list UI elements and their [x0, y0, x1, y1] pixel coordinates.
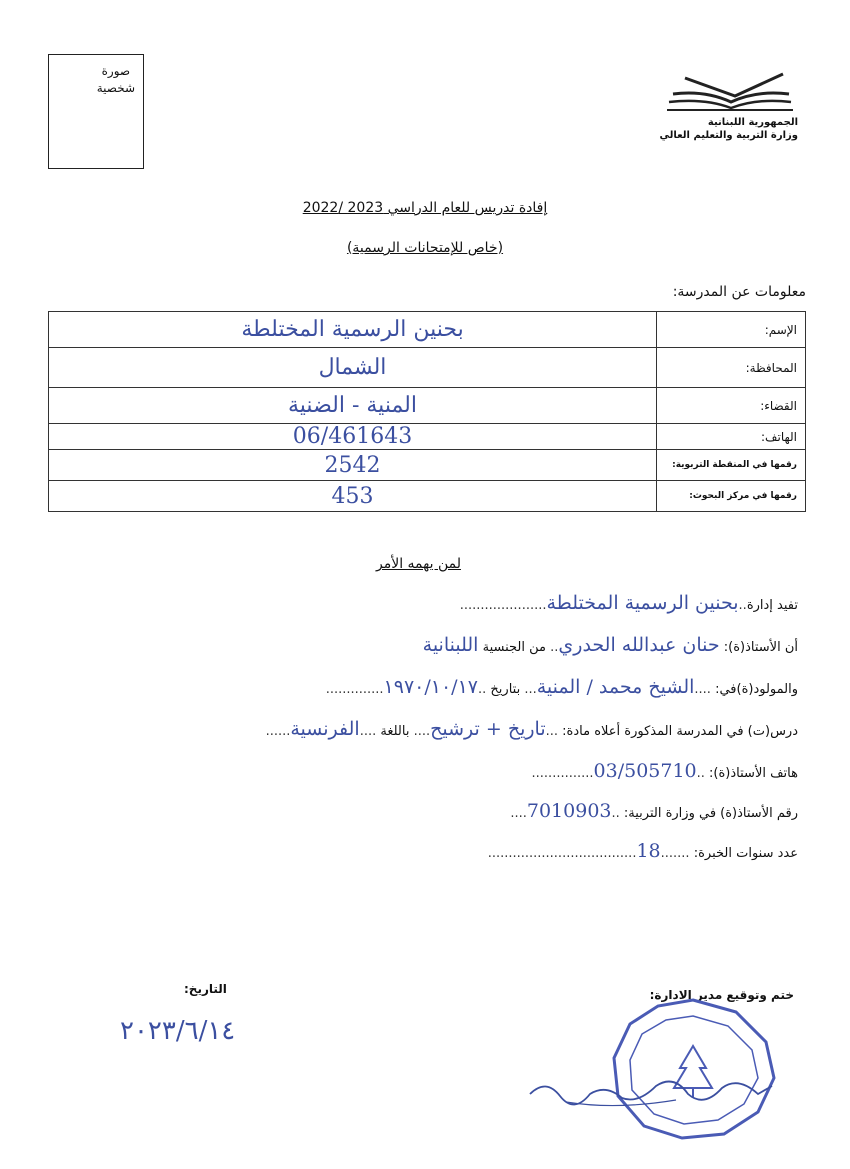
photo-label-line1: صورة: [101, 64, 131, 78]
to-whom-heading: لمن يهمه الأمر: [376, 556, 461, 572]
school-name-label: الإسم:: [657, 312, 806, 348]
ministry-header: [660, 116, 798, 142]
birth-date-handwritten: ١٩٧٠/١٠/١٧: [383, 676, 478, 698]
school-name-value: بحنين الرسمية المختلطة: [49, 312, 657, 348]
nationality-handwritten: اللبنانية: [422, 634, 479, 656]
signature-label: ختم وتوقيع مدير الادارة:: [649, 988, 794, 1002]
table-row: [49, 424, 806, 450]
body-line-experience: عدد سنوات الخبرة: .......18....................................: [487, 840, 798, 862]
school-info-heading: معلومات عن المدرسة:: [672, 284, 806, 300]
body-line-teacher: أن الأستاذ(ة): حنان عبدالله الحدري.. من الجنسية اللبنانية: [422, 634, 798, 656]
photo-label-line2: شخصية: [96, 81, 135, 95]
ministry-name: وزارة التربية والتعليم العالي: [659, 130, 798, 141]
table-row: [49, 388, 806, 424]
birth-place-handwritten: الشيخ محمد / المنية: [536, 676, 695, 698]
research-center-number-label: رقمها في مركز البحوث:: [657, 481, 806, 512]
phone-label: الهاتف:: [657, 424, 806, 450]
teacher-id-handwritten: 7010903: [526, 800, 612, 822]
table-row: [49, 312, 806, 348]
country-name: الجمهورية اللبنانية: [707, 117, 798, 128]
date-handwritten: ٢٠٢٣/٦/١٤: [120, 1016, 236, 1046]
district-value: المنية - الضنية: [49, 388, 657, 424]
teacher-phone-handwritten: 03/505710: [593, 760, 697, 782]
language-handwritten: الفرنسية: [290, 718, 360, 740]
body-line-teacher-phone: هاتف الأستاذ(ة): ..03/505710...............: [531, 760, 798, 782]
body-line-subject: درس(ت) في المدرسة المذكورة أعلاه مادة: ...تاريخ + ترشيح.... باللغة ....الفرنسية......: [265, 718, 798, 740]
signature-icon: [526, 1064, 776, 1114]
document-subtitle: (خاص للإمتحانات الرسمية): [346, 240, 504, 256]
phone-value: 06/461643: [49, 424, 657, 450]
school-info-table: [48, 311, 806, 512]
photo-box: [48, 54, 144, 169]
teacher-name-handwritten: حنان عبدالله الحدري: [558, 634, 720, 656]
document-title: إفادة تدريس للعام الدراسي 2023 /2022: [302, 200, 548, 216]
school-handwritten: بحنين الرسمية المختلطة: [546, 592, 739, 614]
date-label: التاريخ:: [184, 982, 227, 996]
research-center-number-value: 453: [49, 481, 657, 512]
photo-box-label: [97, 63, 135, 97]
experience-handwritten: 18: [636, 840, 661, 862]
table-row: [49, 348, 806, 388]
table-row: [49, 450, 806, 481]
table-row: [49, 481, 806, 512]
edu-zone-number-label: رقمها في المنقطة التربوية:: [657, 450, 806, 481]
body-line-teacher-id: رقم الأستاذ(ة) في وزارة التربية: ..7010903....: [510, 800, 798, 822]
governorate-value: الشمال: [49, 348, 657, 388]
district-label: القضاء:: [657, 388, 806, 424]
subject-handwritten: تاريخ + ترشيح: [430, 718, 546, 740]
body-line-birth: والمولود(ة)في: ....الشيخ محمد / المنية... بتاريخ ..١٩٧٠/١٠/١٧..............: [325, 676, 798, 698]
governorate-label: المحافظة:: [657, 348, 806, 388]
edu-zone-number-value: 2542: [49, 450, 657, 481]
body-line-school: تفيد إدارة..بحنين الرسمية المختلطة.....................: [459, 592, 798, 614]
ministry-logo-icon: [665, 68, 795, 118]
